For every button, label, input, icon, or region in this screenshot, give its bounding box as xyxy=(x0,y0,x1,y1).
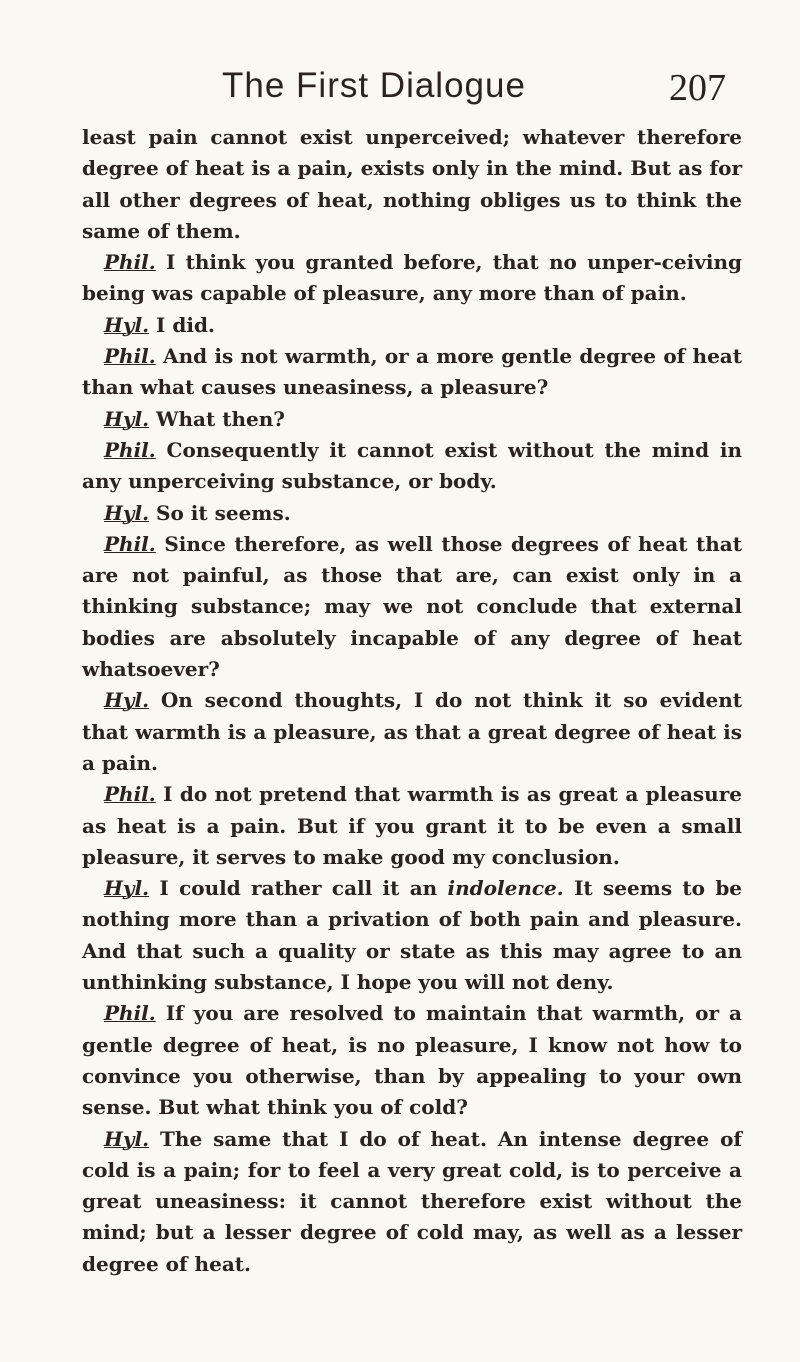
speaker-label: Hyl. xyxy=(104,500,150,525)
paragraph xyxy=(82,247,742,310)
paragraph-text: So it seems. xyxy=(156,500,291,525)
paragraph-text: I did. xyxy=(156,312,215,337)
speaker-label: Hyl. xyxy=(104,1126,150,1151)
paragraph xyxy=(82,498,742,529)
paragraph-text: What then? xyxy=(156,406,285,431)
speaker-label: Hyl. xyxy=(104,312,150,337)
speaker-label: Hyl. xyxy=(104,876,150,901)
paragraph xyxy=(82,1124,742,1280)
paragraph xyxy=(82,873,742,998)
speaker-label: Hyl. xyxy=(104,406,150,431)
book-page xyxy=(82,0,742,1280)
paragraph-text: Consequently it cannot exist without the mind in any unperceiving substance, or body. xyxy=(82,437,742,494)
speaker-label: Phil. xyxy=(104,531,156,556)
paragraph xyxy=(82,310,742,341)
speaker-label: Hyl. xyxy=(104,688,150,713)
paragraph xyxy=(82,779,742,873)
page-header xyxy=(82,0,742,122)
paragraph-text: It seems to be nothing more than a privation of both pain and pleasure. And that such a quality or state as this may agree to an unthinking substance, I hope you will not deny. xyxy=(82,876,743,995)
speaker-label: Phil. xyxy=(104,782,156,807)
paragraph xyxy=(82,998,742,1123)
paragraph-text: I could rather call it an xyxy=(159,876,438,901)
speaker-label: Phil. xyxy=(104,437,156,462)
paragraph-text: I do not pretend that warmth is as great a pleasure as heat is a pain. But if you grant it to be even a small pleasure, it serves to make good my conclusion. xyxy=(82,782,742,869)
body-text xyxy=(82,122,742,1280)
page-number: 207 xyxy=(669,67,726,109)
emphasized-word: indolence. xyxy=(447,876,564,901)
paragraph xyxy=(82,685,742,779)
paragraph xyxy=(82,404,742,435)
running-title: The First Dialogue xyxy=(222,66,526,105)
paragraph-text: I think you granted before, that no unper-ceiving being was capable of pleasure, any more than of pain. xyxy=(82,250,743,306)
speaker-label: Phil. xyxy=(104,344,156,369)
paragraph xyxy=(82,122,742,247)
paragraph-text: least pain cannot exist unperceived; whatever therefore degree of heat is a pain, exists only in the mind. But as for all other degrees of heat, nothing obliges us to think the same of them. xyxy=(82,125,742,243)
paragraph-text: If you are resolved to maintain that warmth, or a gentle degree of heat, is no pleasure, I know not how to convince you otherwise, than by appealing to your own sense. But what think you of cold? xyxy=(82,1001,742,1120)
paragraph-text: And is not warmth, or a more gentle degree of heat than what causes uneasiness, a pleasure? xyxy=(82,344,743,400)
paragraph-text: On second thoughts, I do not think it so evident that warmth is a pleasure, as that a great degree of heat is a pain. xyxy=(82,688,743,775)
paragraph xyxy=(82,529,742,685)
speaker-label: Phil. xyxy=(104,1001,156,1026)
paragraph xyxy=(82,435,742,498)
paragraph-text: The same that I do of heat. An intense degree of cold is a pain; for to feel a very great cold, is to perceive a great uneasiness: it cannot therefore exist without the mind; but a lesser degree of cold may, as well as a lesser degree of heat. xyxy=(82,1126,743,1276)
speaker-label: Phil. xyxy=(104,250,156,275)
paragraph xyxy=(82,341,742,404)
paragraph-text: Since therefore, as well those degrees of heat that are not painful, as those that are, can exist only in a thinking substance; may we not conclude that external bodies are absolutely incapable of any degree of heat whatsoever? xyxy=(82,531,742,682)
